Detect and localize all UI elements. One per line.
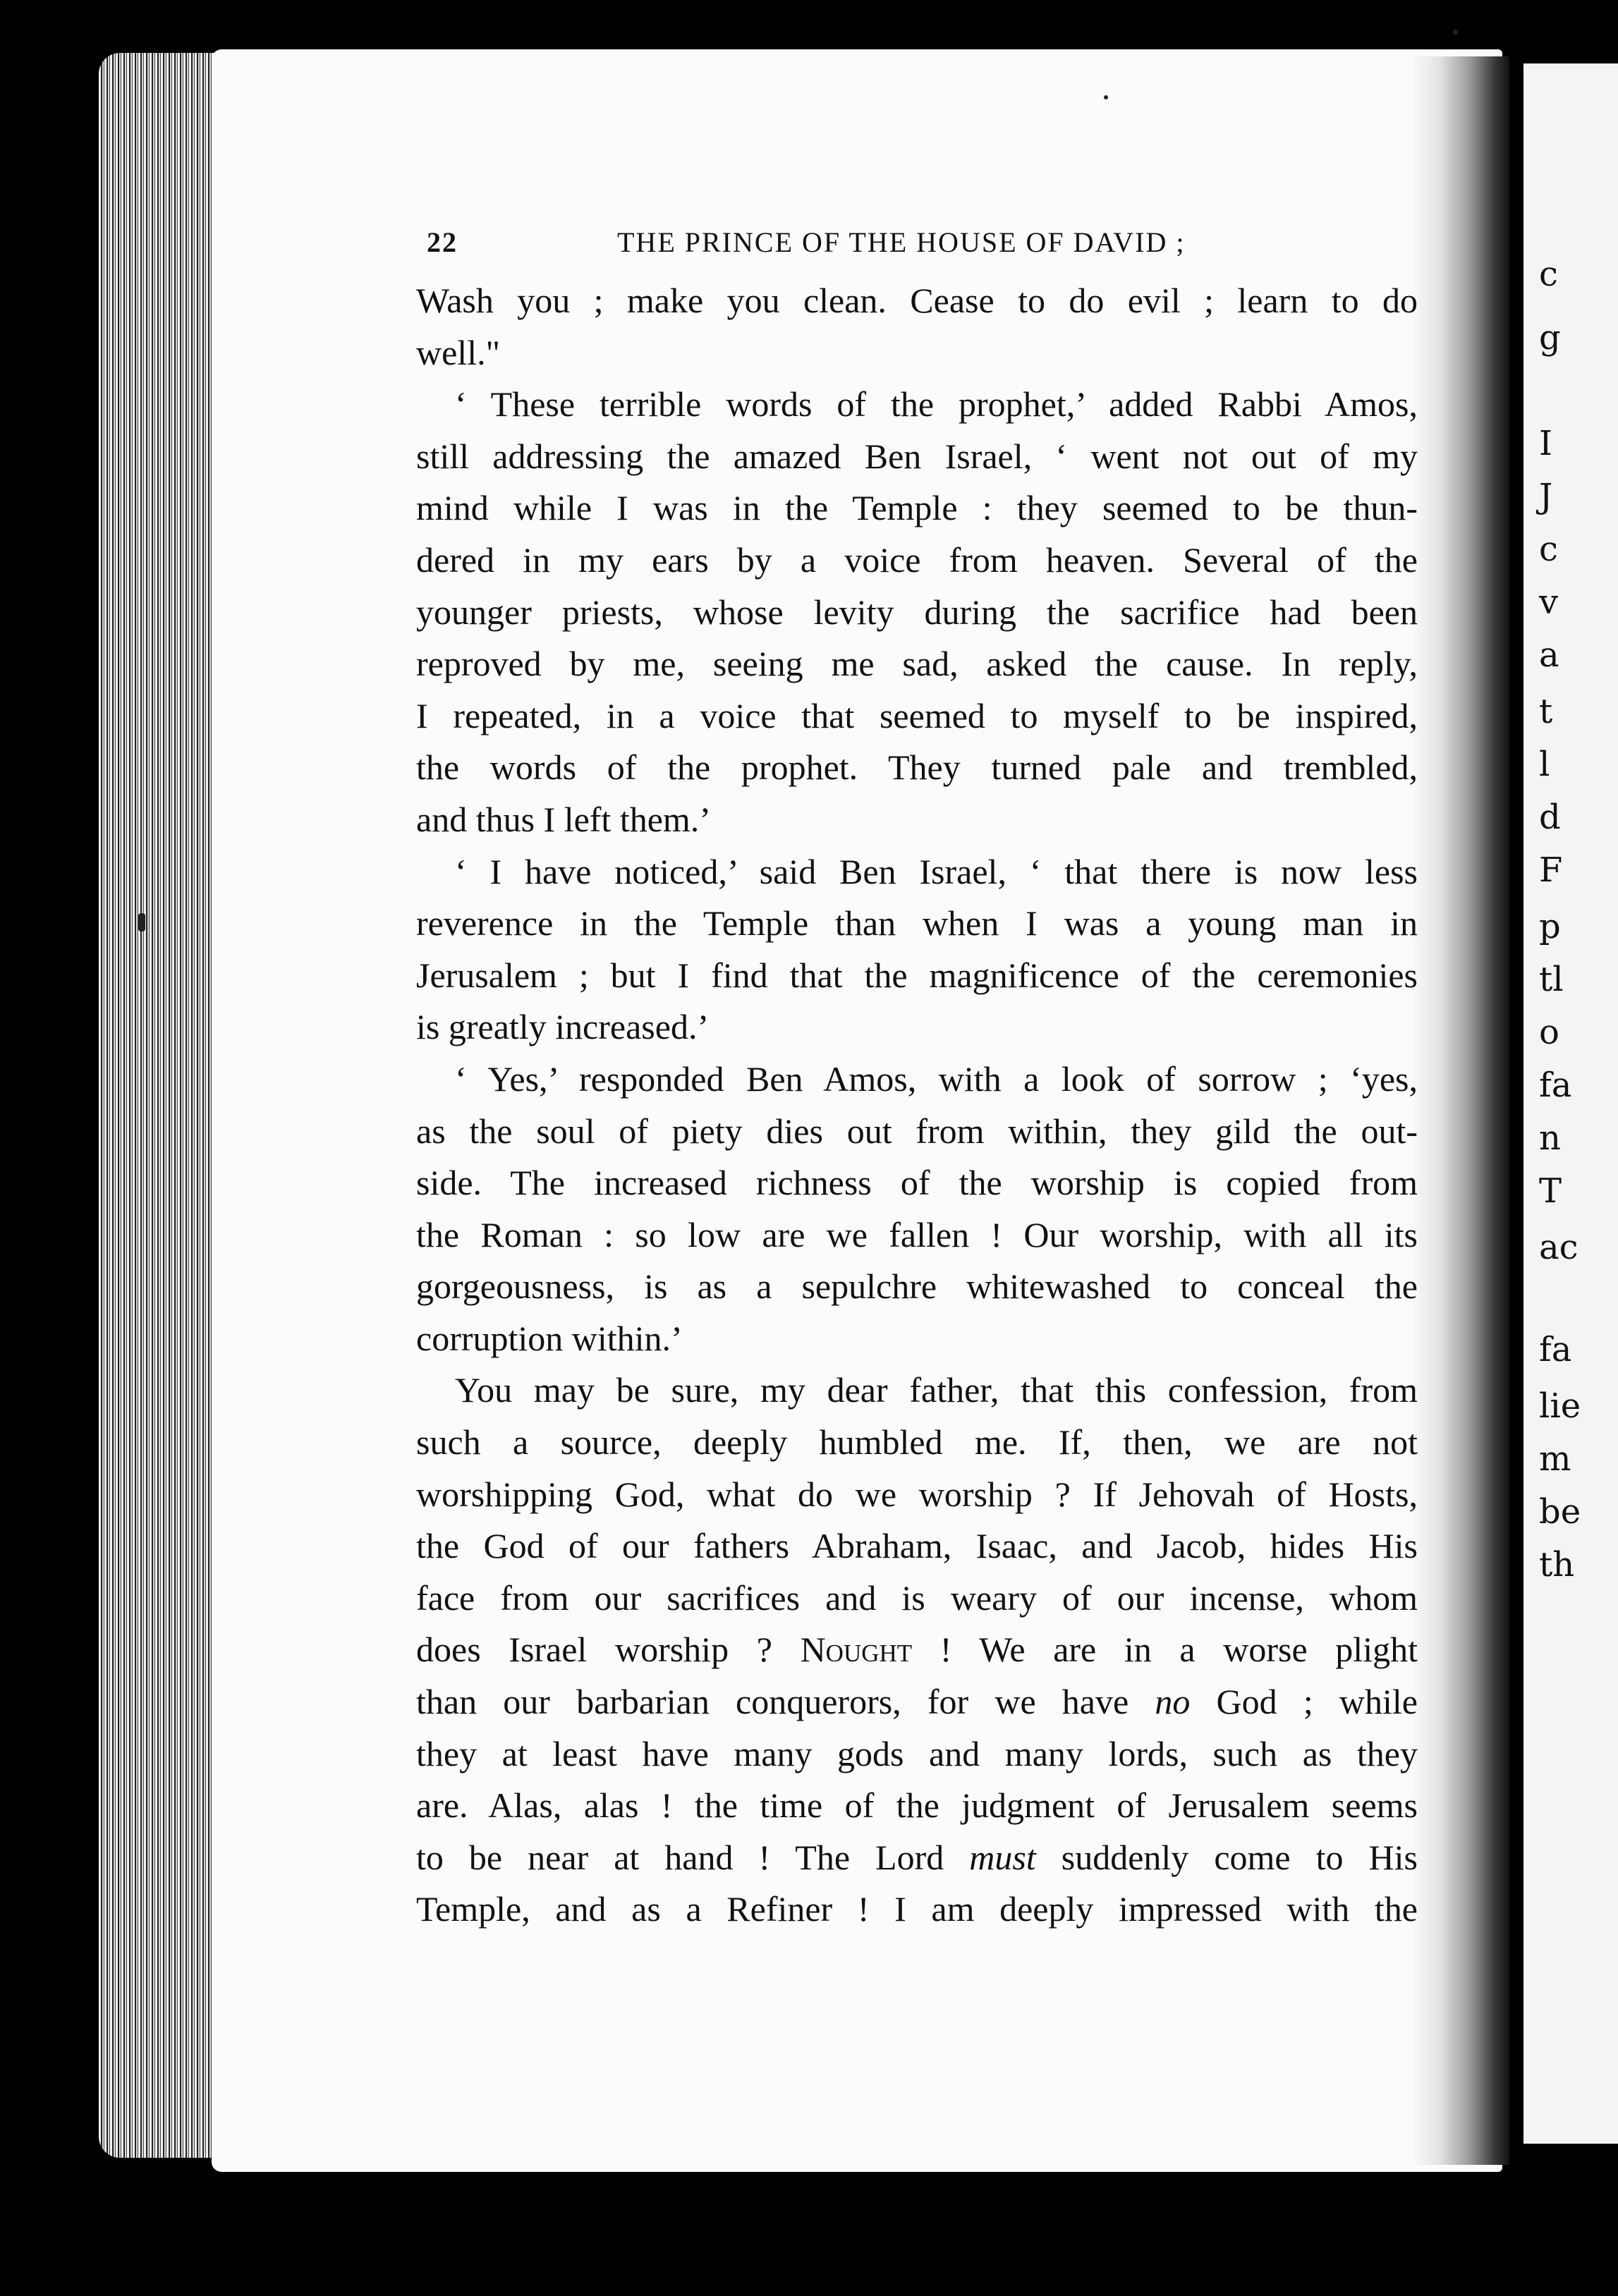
facing-page-letter: g [1539, 318, 1561, 358]
facing-page-letter: th [1539, 1545, 1575, 1584]
text-line: I repeated, in a voice that seemed to myself to be inspired, [416, 695, 1418, 735]
text-line: ‘ These terrible words of the prophet,’ added Rabbi Amos, [455, 384, 1418, 425]
facing-page-letter: l [1539, 745, 1550, 784]
italic-no: no [1155, 1682, 1191, 1722]
facing-page-letter: J [1539, 477, 1553, 516]
page-text-block [416, 226, 1418, 1936]
facing-page-letter: be [1539, 1492, 1581, 1532]
facing-page-letter: ac [1539, 1228, 1579, 1267]
facing-page-letter: v [1539, 582, 1559, 622]
facing-page-letter: lie [1539, 1386, 1581, 1426]
text-line: Jerusalem ; but I find that the magnificence of the ceremonies [416, 955, 1418, 995]
text-line: reverence in the Temple than when I was a young man in [416, 903, 1418, 944]
facing-page-letter: fa [1539, 1330, 1572, 1369]
body-lines-part-2 [416, 1728, 1418, 1832]
book-gutter-shadow [1411, 56, 1509, 2165]
facing-page-letter: m [1539, 1439, 1571, 1479]
text-line-last: Temple, and as a Refiner ! I am deeply impressed with the [416, 1889, 1418, 1929]
facing-page-letter: o [1539, 1013, 1559, 1052]
text-line: the Roman : so low are we fallen ! Our worship, with all its [416, 1214, 1418, 1254]
text-line-no-god: than our barbarian conquerors, for we have no God ; while [416, 1682, 1418, 1722]
facing-page-fragment [1523, 63, 1618, 2144]
text-line: gorgeousness, is as a sepulchre whitewashed to conceal the [416, 1266, 1418, 1307]
text-line-must: to be near at hand ! The Lord must suddenly come to His [416, 1837, 1418, 1877]
text-line: they at least have many gods and many lords, such as they [416, 1733, 1418, 1773]
text-line: well." [416, 332, 500, 372]
facing-page-letter: d [1539, 798, 1561, 837]
facing-page-letter: c [1539, 255, 1558, 294]
scan-speck [138, 913, 145, 932]
text-line: are. Alas, alas ! the time of the judgment of Jerusalem seems [416, 1785, 1418, 1826]
text-line-nought: does Israel worship ? Nought ! We are in a worse plight [416, 1630, 1418, 1670]
facing-page-letter: I [1539, 424, 1552, 463]
facing-page-letter: T [1539, 1171, 1562, 1211]
facing-page-letter: F [1539, 850, 1563, 890]
text-line: face from our sacrifices and is weary of our incense, whom [416, 1577, 1418, 1618]
text-line: corruption within.’ [416, 1318, 683, 1358]
facing-page-letter: t [1539, 692, 1553, 731]
page-number: 22 [427, 226, 458, 258]
facing-page-letter: fa [1539, 1065, 1572, 1105]
page-edges [99, 53, 219, 2158]
facing-page-letter: tl [1539, 960, 1564, 999]
text-line: and thus I left them.’ [416, 799, 711, 839]
text-line: ‘ I have noticed,’ said Ben Israel, ‘ that there is now less [455, 851, 1418, 891]
text-line: ‘ Yes,’ responded Ben Amos, with a look of sorrow ; ‘yes, [455, 1058, 1418, 1099]
text-line: worshipping God, what do we worship ? If Jehovah of Hosts, [416, 1474, 1418, 1514]
text-line: dered in my ears by a voice from heaven. Several of the [416, 539, 1418, 580]
text-line: Wash you ; make you clean. Cease to do evil ; learn to do [416, 281, 1418, 320]
facing-page-letter: c [1539, 530, 1558, 569]
text-line: the words of the prophet. They turned pale and trembled, [416, 747, 1418, 788]
text-line: is greatly increased.’ [416, 1007, 710, 1047]
body-lines-part-1 [416, 275, 1418, 1624]
text-line: You may be sure, my dear father, that this confession, from [455, 1370, 1418, 1410]
page-header [416, 226, 1418, 275]
facing-page-letter: p [1539, 907, 1561, 946]
text-line: younger priests, whose levity during the sacrifice had been [416, 592, 1418, 632]
text-line: side. The increased richness of the worship is copied from [416, 1163, 1418, 1203]
text-line: mind while I was in the Temple : they seemed to be thun- [416, 488, 1418, 528]
facing-page-letter: a [1539, 635, 1559, 675]
text-line: still addressing the amazed Ben Israel, ‘ went not out of my [416, 436, 1418, 476]
text-line: such a source, deeply humbled me. If, then, we are not [416, 1422, 1418, 1463]
running-title: THE PRINCE OF THE HOUSE OF DAVID ; [617, 226, 1186, 258]
text-line: as the soul of piety dies out from within, they gild the out- [416, 1111, 1418, 1151]
scan-speck [1453, 30, 1458, 35]
text-line: reproved by me, seeing me sad, asked the cause. In reply, [416, 644, 1418, 684]
italic-must: must [969, 1837, 1036, 1877]
nought-smallcaps: Nought [800, 1630, 913, 1670]
text-line: the God of our fathers Abraham, Isaac, and Jacob, hides His [416, 1526, 1418, 1566]
facing-page-letter: n [1539, 1118, 1561, 1158]
scan-speck [1104, 95, 1108, 99]
